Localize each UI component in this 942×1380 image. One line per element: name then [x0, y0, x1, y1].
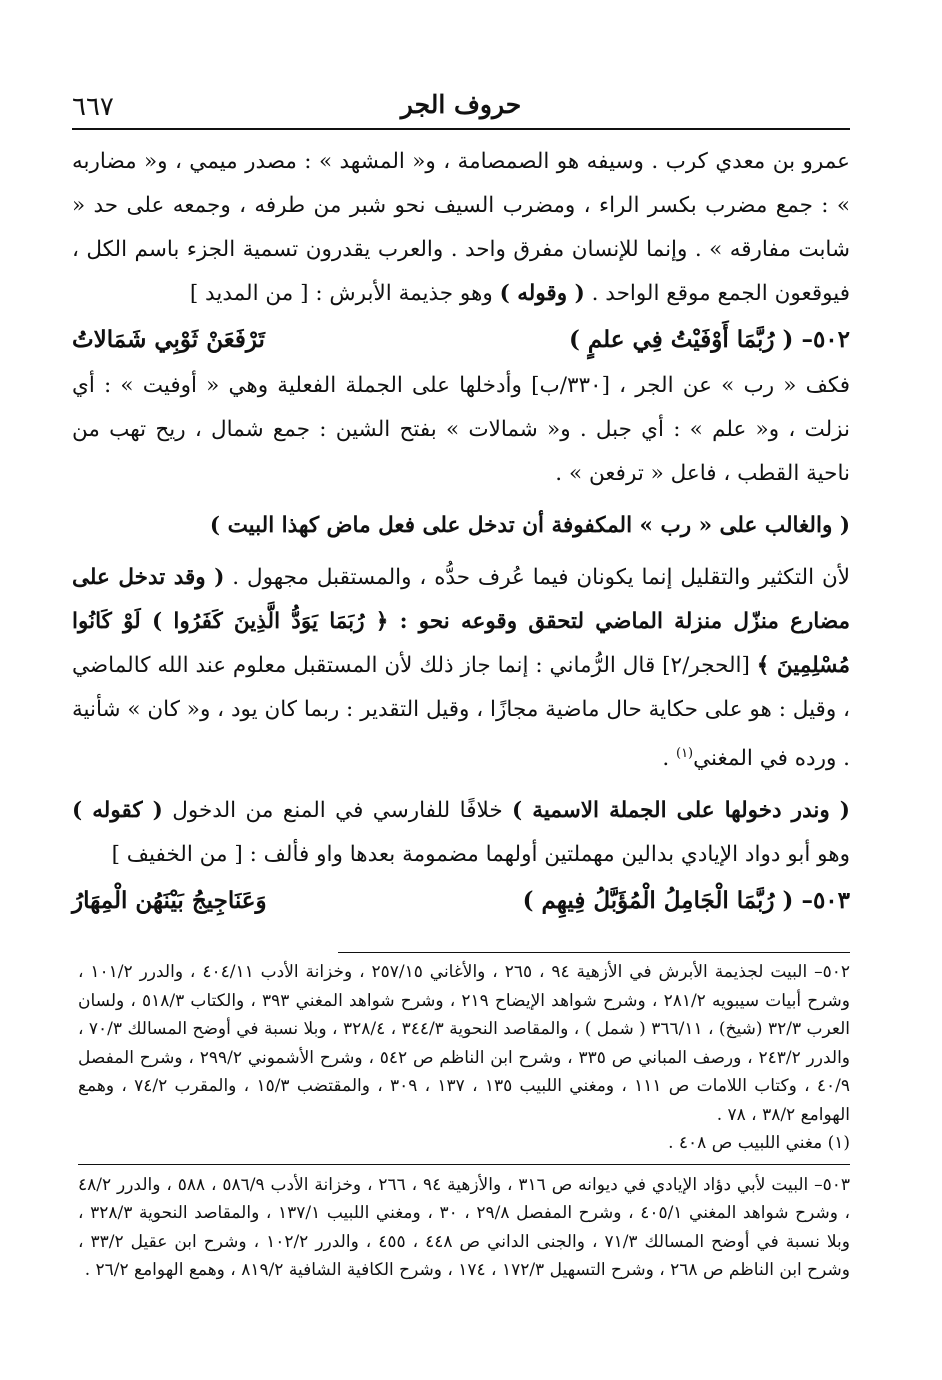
footnote-ref: (١) — [675, 746, 694, 761]
verse-number: ٥٠٣– — [801, 887, 850, 915]
footnote-rule — [338, 952, 850, 953]
bold-phrase: ( كقوله ) — [72, 798, 163, 824]
bold-phrase: ( وقوله ) — [499, 281, 585, 306]
verse-hemistich-2: وَعَنَاجِيجُ بَيْنَهُن الْمِهَارُ — [72, 887, 267, 915]
verse-503 — [72, 877, 850, 925]
verse-hemistich-2: تَرْفَعَنْ ثَوْبِي شَمَالاتُ — [72, 326, 265, 353]
footnote-divider — [78, 1160, 850, 1165]
paragraph-commentary-2: فكف « رب » عن الجر ، [٣٣٠/ب] وأدخلها على الجملة الفعلية وهي « أوفيت » : أي نزلت ، و« علم » : أي جبل . و« شمالات » بفتح الشين : جمع شمال ، ريح تهب من ناحية القطب ، فاعل « ترفعن » . — [72, 373, 850, 486]
footnote-503: ٥٠٣– البيت لأبي دؤاد الإيادي في ديوانه ص ٣١٦ ، والأزهية ٩٤ ، ٢٦٦ ، وخزانة الأدب ٥٨٦/٩ ، ٥٨٨ ، والدرر ٤٨/٢ ، وشرح شواهد المغني ٤٠٥/١ ، وشرح المفصل ٢٩/٨ ، ٣٠ ، ومغني اللبيب ١٣٧/١ ، والمقاصد النحوية ٣٢٨/٣ ، وبلا نسبة في أوضح المسالك ٧١/٣ ، والجنى الداني ص ٤٤٨ ، ٤٥٥ ، والدرر ١٠٢/٢ ، وشرح ابن عقيل ٣٣/٢ ، وشرح ابن الناظم ص ٢٦٨ ، وشرح التسهيل ١٧٢/٣ ، ١٧٤ ، وشرح الكافية الشافية ٨١٩/٢ ، وهمع الهوامع ٢٦/٢ . — [78, 1174, 851, 1280]
verse-hemistich-1: ( رُبَّمَا أَوْفَيْتُ فِي علمٍ ) — [568, 326, 794, 353]
paragraph-commentary-1 — [72, 140, 850, 316]
main-text — [72, 140, 850, 925]
paragraph-text: وهو أبو دواد الإيادي بدالين مهملتين أولهما مضمومة بعدها واو فألف : [ من الخفيف ] — [111, 842, 850, 868]
matn-rule-heading: ( والغالب على « رب » المكفوفة أن تدخل على فعل ماض كهذا البيت ) — [209, 513, 850, 538]
verse-number: ٥٠٢– — [801, 326, 850, 353]
page-header — [72, 88, 850, 130]
footnote-1: (١) مغني اللبيب ص ٤٠٨ . — [668, 1133, 850, 1153]
paragraph-text: وهو جذيمة الأبرش : [ من المديد ] — [189, 281, 493, 306]
bold-phrase: ( وندر دخولها على الجملة الاسمية ) — [512, 798, 850, 824]
paragraph-text: عمرو بن معدي كرب . وسيفه هو الصمصامة ، و« المشهد » : مصدر ميمي ، و« مضاربه » : جمع مضرب بكسر الراء ، ومضرب السيف نحو شبر من طرفه ، وجمعه على حد « شابت مفارقه » . وإنما للإنسان مفرق واحد . والعرب يقدرون تسمية الجزء باسم الكل ، فيوقعون الجمع موقع الواحد . — [72, 149, 850, 306]
footnotes — [78, 958, 850, 1285]
paragraph-commentary-3 — [72, 556, 850, 781]
paragraph-commentary-4 — [72, 789, 850, 877]
quran-quote: ( وقد تدخل على مضارع منزّل منزلة الماضي لتحقق وقوعه نحو : ﴿ رُبَمَا يَوَدُّ الَّذِينَ كَفَرُوا ) لَوْ كَانُوا مُسْلِمِينَ ﴾ — [72, 565, 850, 678]
running-title: حروف الجر — [400, 90, 522, 119]
paragraph-text: [الحجر/٢] قال الرُّماني : إنما جاز ذلك لأن المستقبل معلوم عند الله كالماضي ، وقيل : هو على حكاية حال ماضية مجازًا ، وقيل التقدير : ربما كان يود ، و« كان » شأنية . ورده في المغني — [72, 653, 850, 772]
paragraph-end: . — [662, 746, 676, 772]
page-number: ٦٦٧ — [72, 92, 114, 122]
verse-hemistich-1: ( رُبَّمَا الْجَامِلُ الْمُؤَبَّلُ فِيهِم ) — [522, 887, 794, 915]
paragraph-text: لأن التكثير والتقليل إنما يكونان فيما عُرف حدُّه ، والمستقبل مجهول . — [232, 565, 850, 590]
footnote-502: ٥٠٢– البيت لجذيمة الأبرش في الأزهية ٩٤ ، ٢٦٥ ، والأغاني ٢٥٧/١٥ ، وخزانة الأدب ٤٠٤/١١ ، والدرر ١٠١/٢ ، وشرح أبيات سيبويه ٢٨١/٢ ، وشرح شواهد الإيضاح ٢١٩ ، وشرح شواهد المغني ٣٩٣ ، والكتاب ٥١٨/٣ ، ولسان العرب ٣٢/٣ (شيخ) ، ٣٦٦/١١ ( شمل ) ، والمقاصد النحوية ٣٤٤/٣ ، ٣٢٨/٤ ، وبلا نسبة في أوضح المسالك ٧٠/٣ ، والدرر ٢٤٣/٢ ، ورصف المباني ص ٣٣٥ ، وشرح ابن الناظم ص ٥٤٢ ، وشرح الأشموني ٢٩٩/٢ ، وشرح المفصل ٤٠/٩ ، وكتاب اللامات ص ١١١ ، ومغني اللبيب ١٣٥ ، ١٣٧ ، ٣٠٩ ، والمقتضب ١٥/٣ ، والمقرب ٧٤/٢ ، وهمع الهوامع ٣٨/٢ ، ٧٨ . — [78, 962, 851, 1125]
verse-502 — [72, 316, 850, 364]
paragraph-text: خلافًا للفارسي في المنع من الدخول — [172, 798, 503, 824]
